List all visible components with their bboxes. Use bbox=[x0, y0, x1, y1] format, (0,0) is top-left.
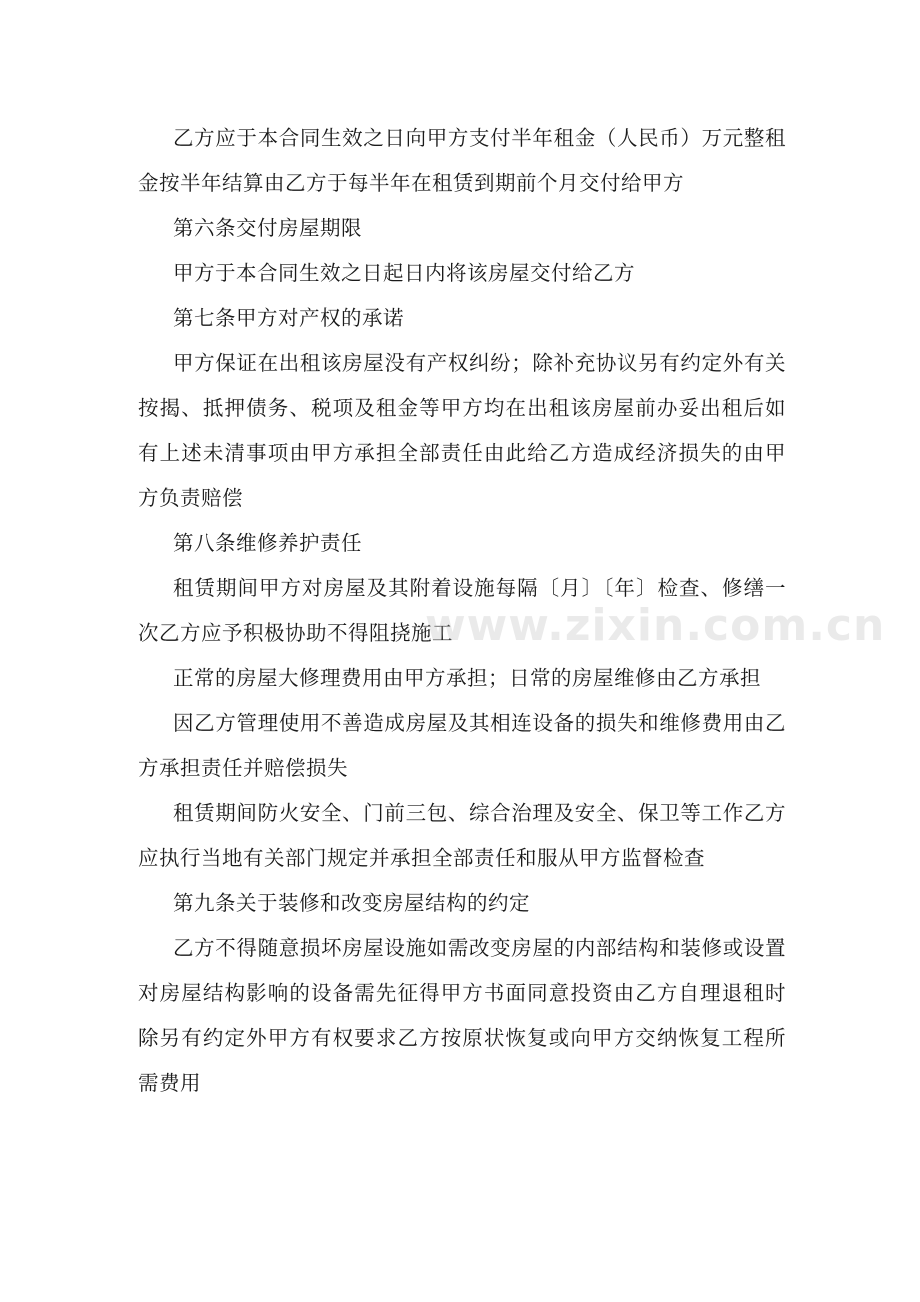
paragraph-inspection: 租赁期间甲方对房屋及其附着设施每隔〔月〕〔年〕检查、修缮一次乙方应予积极协助不得阻挠施工 bbox=[138, 576, 786, 645]
heading-article-6: 第六条交付房屋期限 bbox=[173, 216, 362, 240]
watermark: www.zixin.com.cn bbox=[425, 600, 886, 651]
paragraph-renovation: 乙方不得随意损坏房屋设施如需改变房屋的内部结构和装修或设置对房屋结构影响的设备需先征得甲方书面同意投资由乙方自理退租时除另有约定外甲方有权要求乙方按原状恢复或向甲方交纳恢复工程所需费用 bbox=[138, 936, 786, 1095]
heading-article-8: 第八条维修养护责任 bbox=[173, 531, 362, 555]
paragraph-delivery: 甲方于本合同生效之日起日内将该房屋交付给乙方 bbox=[173, 261, 635, 285]
paragraph-safety: 租赁期间防火安全、门前三包、综合治理及安全、保卫等工作乙方应执行当地有关部门规定并承担全部责任和服从甲方监督检查 bbox=[138, 801, 786, 870]
paragraph-damage-liability: 因乙方管理使用不善造成房屋及其相连设备的损失和维修费用由乙方承担责任并赔偿损失 bbox=[138, 711, 786, 780]
paragraph-property-rights: 甲方保证在出租该房屋没有产权纠纷；除补充协议另有约定外有关按揭、抵押债务、税项及租金等甲方均在出租该房屋前办妥出租后如有上述未清事项由甲方承担全部责任由此给乙方造成经济损失的由甲方负责赔偿 bbox=[138, 351, 786, 510]
document-body bbox=[138, 116, 786, 1106]
paragraph-repair-costs: 正常的房屋大修理费用由甲方承担；日常的房屋维修由乙方承担 bbox=[173, 666, 761, 690]
heading-article-7: 第七条甲方对产权的承诺 bbox=[173, 306, 404, 330]
heading-article-9: 第九条关于装修和改变房屋结构的约定 bbox=[173, 891, 530, 915]
paragraph-rent-payment: 乙方应于本合同生效之日向甲方支付半年租金（人民币）万元整租金按半年结算由乙方于每半年在租赁到期前个月交付给甲方 bbox=[138, 126, 786, 195]
